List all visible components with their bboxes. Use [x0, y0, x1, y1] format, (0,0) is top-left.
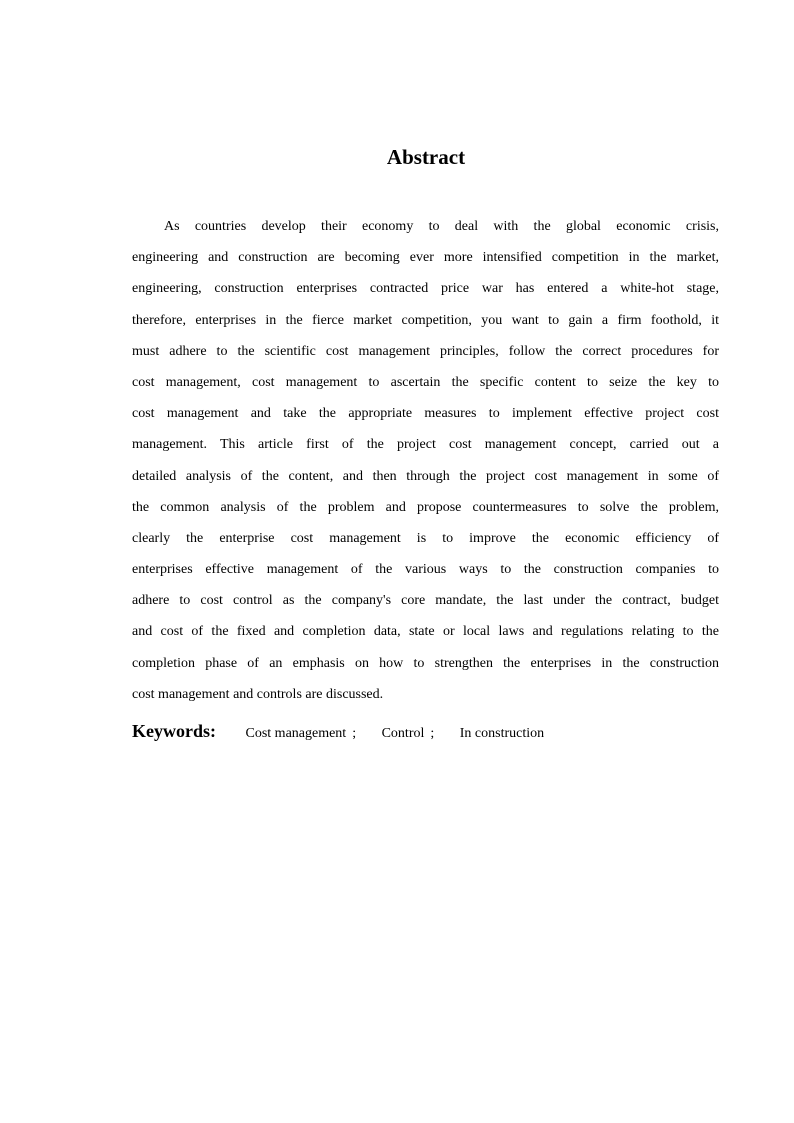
- keywords-row: [132, 717, 719, 748]
- abstract-line: adhere to cost control as the company's core mandate, the last under the contract, budget: [132, 593, 719, 609]
- abstract-line: clearly the enterprise cost management is to improve the economic efficiency of: [132, 530, 719, 546]
- keyword-separator: ;: [352, 726, 357, 741]
- keywords-label: Keywords:: [132, 721, 216, 741]
- keyword-item: In construction: [459, 726, 545, 741]
- abstract-line: and cost of the fixed and completion data, state or local laws and regulations relating to the: [132, 624, 719, 640]
- abstract-line: detailed analysis of the content, and then through the project cost management in some of: [132, 468, 719, 484]
- abstract-line: management. This article first of the project cost management concept, carried out a: [132, 437, 719, 453]
- keyword-separator: ;: [430, 726, 435, 741]
- abstract-line: must adhere to the scientific cost management principles, follow the correct procedures for: [132, 343, 719, 359]
- abstract-line: engineering, construction enterprises contracted price war has entered a white-hot stage,: [132, 281, 719, 297]
- abstract-line: completion phase of an emphasis on how to strengthen the enterprises in the construction: [132, 655, 719, 671]
- abstract-line: therefore, enterprises in the fierce market competition, you want to gain a firm foothold, it: [132, 312, 719, 328]
- abstract-title: Abstract: [386, 145, 466, 169]
- keyword-item: Control: [381, 726, 425, 741]
- abstract-line: As countries develop their economy to deal with the global economic crisis,: [164, 219, 719, 234]
- keyword-item: Cost management: [245, 726, 347, 741]
- abstract-line: cost management and controls are discussed.: [132, 686, 384, 702]
- abstract-body: [132, 211, 719, 710]
- abstract-line: enterprises effective management of the various ways to the construction companies to: [132, 562, 719, 578]
- abstract-line: cost management, cost management to ascertain the specific content to seize the key to: [132, 374, 719, 390]
- abstract-line: engineering and construction are becoming ever more intensified competition in the market,: [132, 250, 719, 266]
- abstract-line: the common analysis of the problem and propose countermeasures to solve the problem,: [132, 499, 719, 515]
- abstract-line: cost management and take the appropriate measures to implement effective project cost: [132, 406, 719, 422]
